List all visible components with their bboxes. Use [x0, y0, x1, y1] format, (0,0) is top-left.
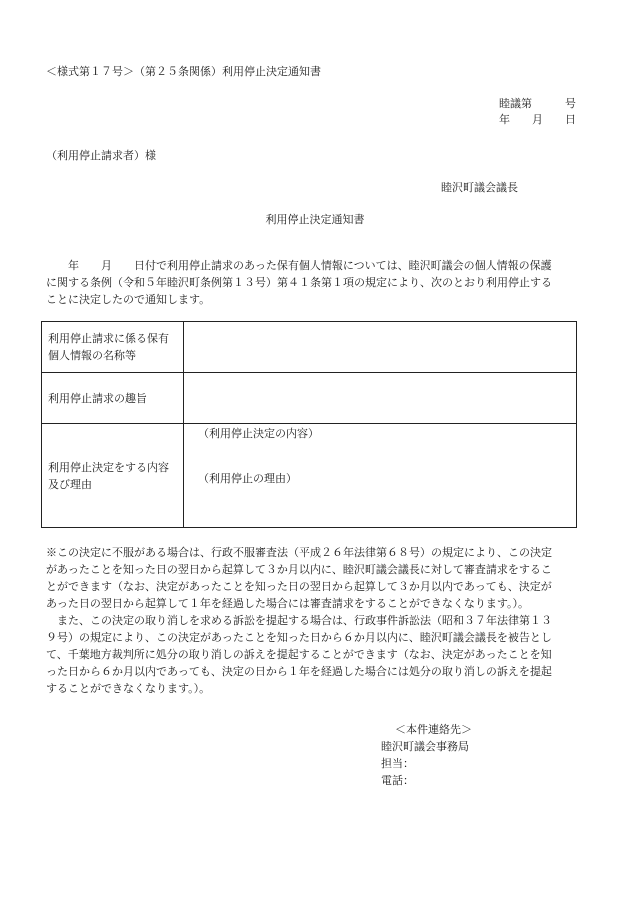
form-title: ＜様式第１７号＞（第２５条関係）利用停止決定通知書: [46, 65, 321, 78]
label-line: 利用停止決定をする内容: [48, 460, 169, 474]
info-table: [41, 321, 577, 528]
body-line: 年 月 日付で利用停止請求のあった保有個人情報については、睦沢町議会の個人情報の保護: [46, 259, 552, 272]
notes-line: また、この決定の取り消しを求める訴訟を提起する場合は、行政事件訴訟法（昭和３７年法律第１３: [46, 614, 552, 627]
document-date: 年 月 日: [499, 113, 576, 126]
row-value-info-name: [184, 322, 577, 373]
recipient-name: （利用停止請求者）様: [46, 149, 156, 162]
decision-reason-label: （利用停止の理由）: [198, 472, 297, 485]
row-label-info-name: [42, 322, 184, 373]
row-label-decision-reason: [42, 424, 184, 528]
contact-heading: ＜本件連絡先＞: [395, 723, 472, 736]
notes-paragraph: [46, 544, 582, 697]
document-number: 睦議第 号: [499, 97, 576, 110]
label-line: 及び理由: [48, 477, 92, 491]
table-row: [42, 424, 577, 528]
document-title: 利用停止決定通知書: [265, 213, 365, 226]
body-line: ことに決定したので通知します。: [46, 293, 211, 306]
body-paragraph: [46, 257, 580, 308]
body-line: に関する条例（令和５年睦沢町条例第１３号）第４１条第１項の規定により、次のとおり利用停止する: [46, 276, 552, 289]
notes-line: することができなくなります。）。: [46, 682, 211, 695]
table-row: [42, 322, 577, 373]
table-row: [42, 373, 577, 424]
sender-name: 睦沢町議会議長: [441, 181, 518, 194]
notes-line: った日から６か月以内であっても、決定の日から１年を経過した場合には処分の取り消しの訴えを提起: [46, 665, 552, 678]
contact-office: 睦沢町議会事務局: [381, 740, 469, 753]
contact-phone: 電話：: [381, 774, 414, 787]
label-line: 利用停止請求に係る保有: [48, 332, 169, 345]
notes-line: あった日の翌日から起算して１年を経過した場合には審査請求をすることができなくなります。）。: [46, 597, 530, 610]
notes-line: て、千葉地方裁判所に処分の取り消しの訴えを提起することができます（なお、決定があったことを知: [46, 648, 552, 661]
notes-line: があったことを知った日の翌日から起算して３か月以内に、睦沢町議会議長に対して審査請求をするこ: [46, 563, 552, 576]
row-label-request-purpose: 利用停止請求の趣旨: [42, 373, 184, 424]
notes-line: とができます（なお、決定があったことを知った日の翌日から起算して３か月以内であっても、決定が: [46, 580, 552, 593]
decision-content-label: （利用停止決定の内容）: [198, 427, 319, 440]
contact-block: [381, 721, 472, 789]
label-line: 個人情報の名称等: [48, 349, 136, 362]
notes-line: ９号）の規定により、この決定があったことを知った日から６か月以内に、睦沢町議会議長を被告とし: [46, 631, 552, 644]
notes-line: ※この決定に不服がある場合は、行政不服審査法（平成２６年法律第６８号）の規定により、この決定: [46, 546, 552, 559]
row-value-request-purpose: [184, 373, 577, 424]
row-value-decision-reason: [184, 424, 577, 528]
contact-person: 担当：: [381, 757, 414, 770]
